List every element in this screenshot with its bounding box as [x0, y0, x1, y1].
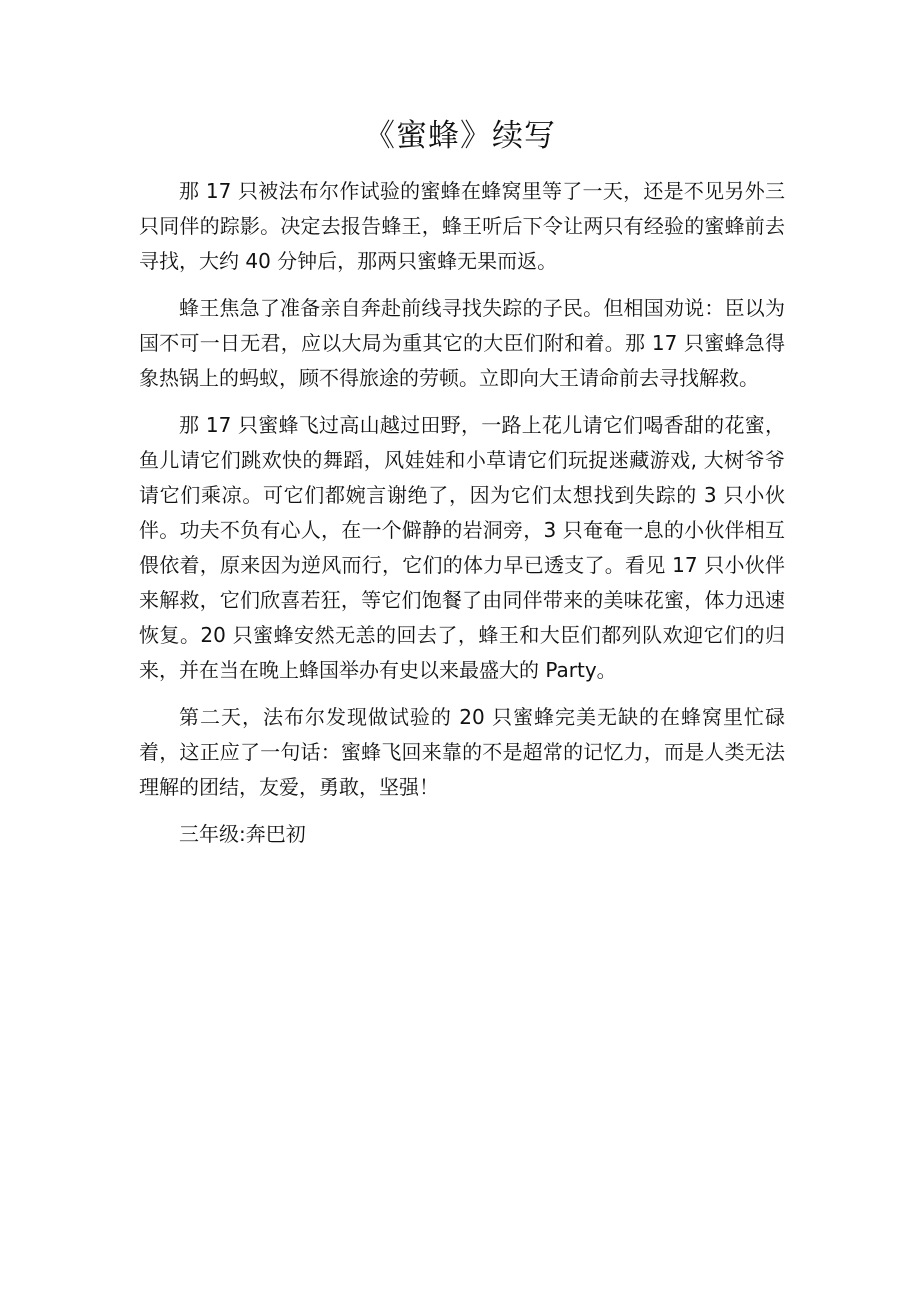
document-body: [139, 174, 785, 852]
paragraph-2: 蜂王焦急了准备亲自奔赴前线寻找失踪的子民。但相国劝说：臣以为国不可一日无君，应以大局为重其它的大臣们附和着。那 17 只蜜蜂急得象热锅上的蚂蚁，顾不得旅途的劳顿。立即向大王请命前去寻找解救。: [139, 296, 785, 390]
document-title: 《蜜蜂》续写: [364, 118, 556, 154]
author-signature: 三年级:奔巴初: [179, 822, 306, 846]
paragraph-1: 那 17 只被法布尔作试验的蜜蜂在蜂窝里等了一天，还是不见另外三只同伴的踪影。决定去报告蜂王，蜂王听后下令让两只有经验的蜜蜂前去寻找，大约 40 分钟后，那两只蜜蜂无果而返。: [139, 179, 785, 273]
paragraph-3: 那 17 只蜜蜂飞过高山越过田野，一路上花儿请它们喝香甜的花蜜，鱼儿请它们跳欢快的舞蹈，风娃娃和小草请它们玩捉迷藏游戏, 大树爷爷请它们乘凉。可它们都婉言谢绝了，因为它们太想找到失踪的 3 只小伙伴。功夫不负有心人，在一个僻静的岩洞旁，3 只奄奄一息的小伙伴相互偎依着，原来因为逆风而行，它们的体力早已透支了。看见 17 只小伙伴来解救，它们欣喜若狂，等它们饱餐了由同伴带来的美味花蜜，体力迅速恢复。20 只蜜蜂安然无恙的回去了，蜂王和大臣们都列队欢迎它们的归来，并在当在晚上蜂国举办有史以来最盛大的 Party。: [139, 413, 785, 682]
paragraph-4: 第二天，法布尔发现做试验的 20 只蜜蜂完美无缺的在蜂窝里忙碌着，这正应了一句话：蜜蜂飞回来靠的不是超常的记忆力，而是人类无法理解的团结，友爱，勇敢，坚强！: [139, 705, 785, 799]
